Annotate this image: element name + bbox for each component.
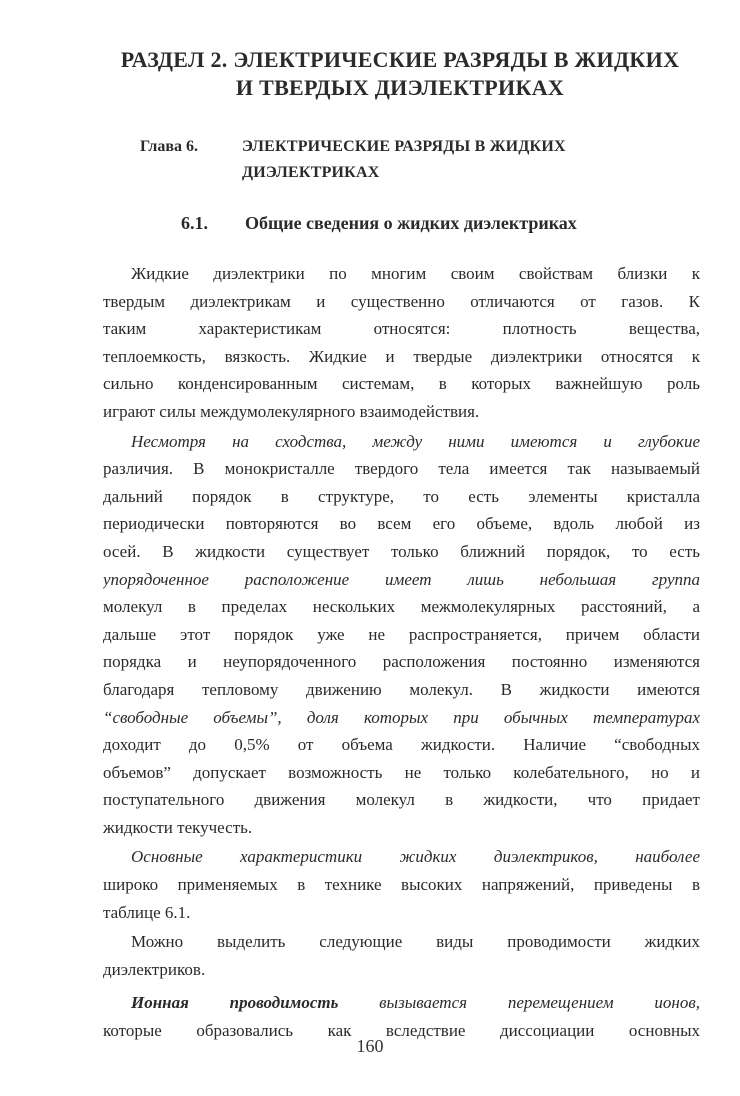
text-line: дальше этот порядок уже не распространяется, причем области [103, 624, 700, 644]
section-title-line-2: И ТВЕРДЫХ ДИЭЛЕКТРИКАХ [235, 75, 565, 100]
text-line: порядка и неупорядоченного расположения постоянно изменяются [103, 652, 700, 672]
text-line: объемов” допускает возможность не только колебательного, но и [103, 762, 700, 782]
chapter-title [242, 134, 642, 186]
text-italic-run: вызывается перемещением ионов, [338, 993, 700, 1013]
text-line: диэлектриков. [103, 959, 206, 979]
text-line: таким характеристикам относятся: плотность вещества, [103, 319, 700, 339]
subsection-number: 6.1. [181, 213, 208, 233]
text-line: молекул в пределах нескольких межмолекулярных расстояний, а [103, 597, 700, 617]
text-line: благодаря тепловому движению молекул. В жидкости имеются [103, 679, 700, 699]
text-line-italic: “свободные объемы”, доля которых при обычных температурах [103, 707, 700, 727]
text-line: которые образовались как вследствие диссоциации основных [103, 1021, 700, 1041]
text-line: Жидкие диэлектрики по многим своим свойствам близки к [131, 264, 700, 283]
text-line: играют силы междумолекулярного взаимодействия. [103, 401, 480, 421]
section-title-line-1: РАЗДЕЛ 2. ЭЛЕКТРИЧЕСКИЕ РАЗРЯДЫ В ЖИДКИХ [120, 47, 680, 72]
text-line: различия. В монокристалле твердого тела имеется так называемый [103, 459, 700, 479]
body-text [103, 260, 700, 1045]
chapter-title-line-1: ЭЛЕКТРИЧЕСКИЕ РАЗРЯДЫ В ЖИДКИХ [242, 138, 566, 155]
term-ionic-conductivity: Ионная проводимость [131, 993, 339, 1013]
chapter-title-line-2: ДИЭЛЕКТРИКАХ [242, 164, 380, 181]
text-line: сильно конденсированным системам, в которых важнейшую роль [103, 374, 700, 394]
subsection-title: Общие сведения о жидких диэлектриках [245, 213, 577, 233]
chapter-number: Глава 6. [140, 138, 198, 155]
text-line: периодически повторяются во всем его объеме, вдоль любой из [103, 514, 700, 534]
text-line: осей. В жидкости существует только ближний порядок, то есть [103, 541, 700, 561]
text-line: доходит до 0,5% от объема жидкости. Наличие “свободных [103, 735, 700, 755]
text-line: таблице 6.1. [103, 902, 191, 922]
text-line-italic: упорядоченное расположение имеет лишь небольшая группа [103, 569, 700, 589]
page-number: 160 [356, 1036, 384, 1056]
text-line-italic: Несмотря на сходства, между ними имеются и глубокие [131, 431, 700, 451]
text-line-italic: Основные характеристики жидких диэлектриков, наиболее [131, 847, 700, 867]
text-line: твердым диэлектрикам и существенно отличаются от газов. К [103, 291, 700, 311]
text-line: широко применяемых в технике высоких напряжений, приведены в [103, 875, 700, 895]
text-line: теплоемкость, вязкость. Жидкие и твердые диэлектрики относятся к [103, 346, 700, 366]
section-title [100, 46, 700, 102]
text-line: жидкости текучесть. [103, 817, 253, 837]
text-line: дальний порядок в структуре, то есть элементы кристалла [103, 486, 700, 506]
text-line-mixed [103, 989, 700, 1017]
text-line: Можно выделить следующие виды проводимости жидких [131, 932, 700, 952]
text-line: поступательного движения молекул в жидкости, что придает [103, 790, 700, 810]
